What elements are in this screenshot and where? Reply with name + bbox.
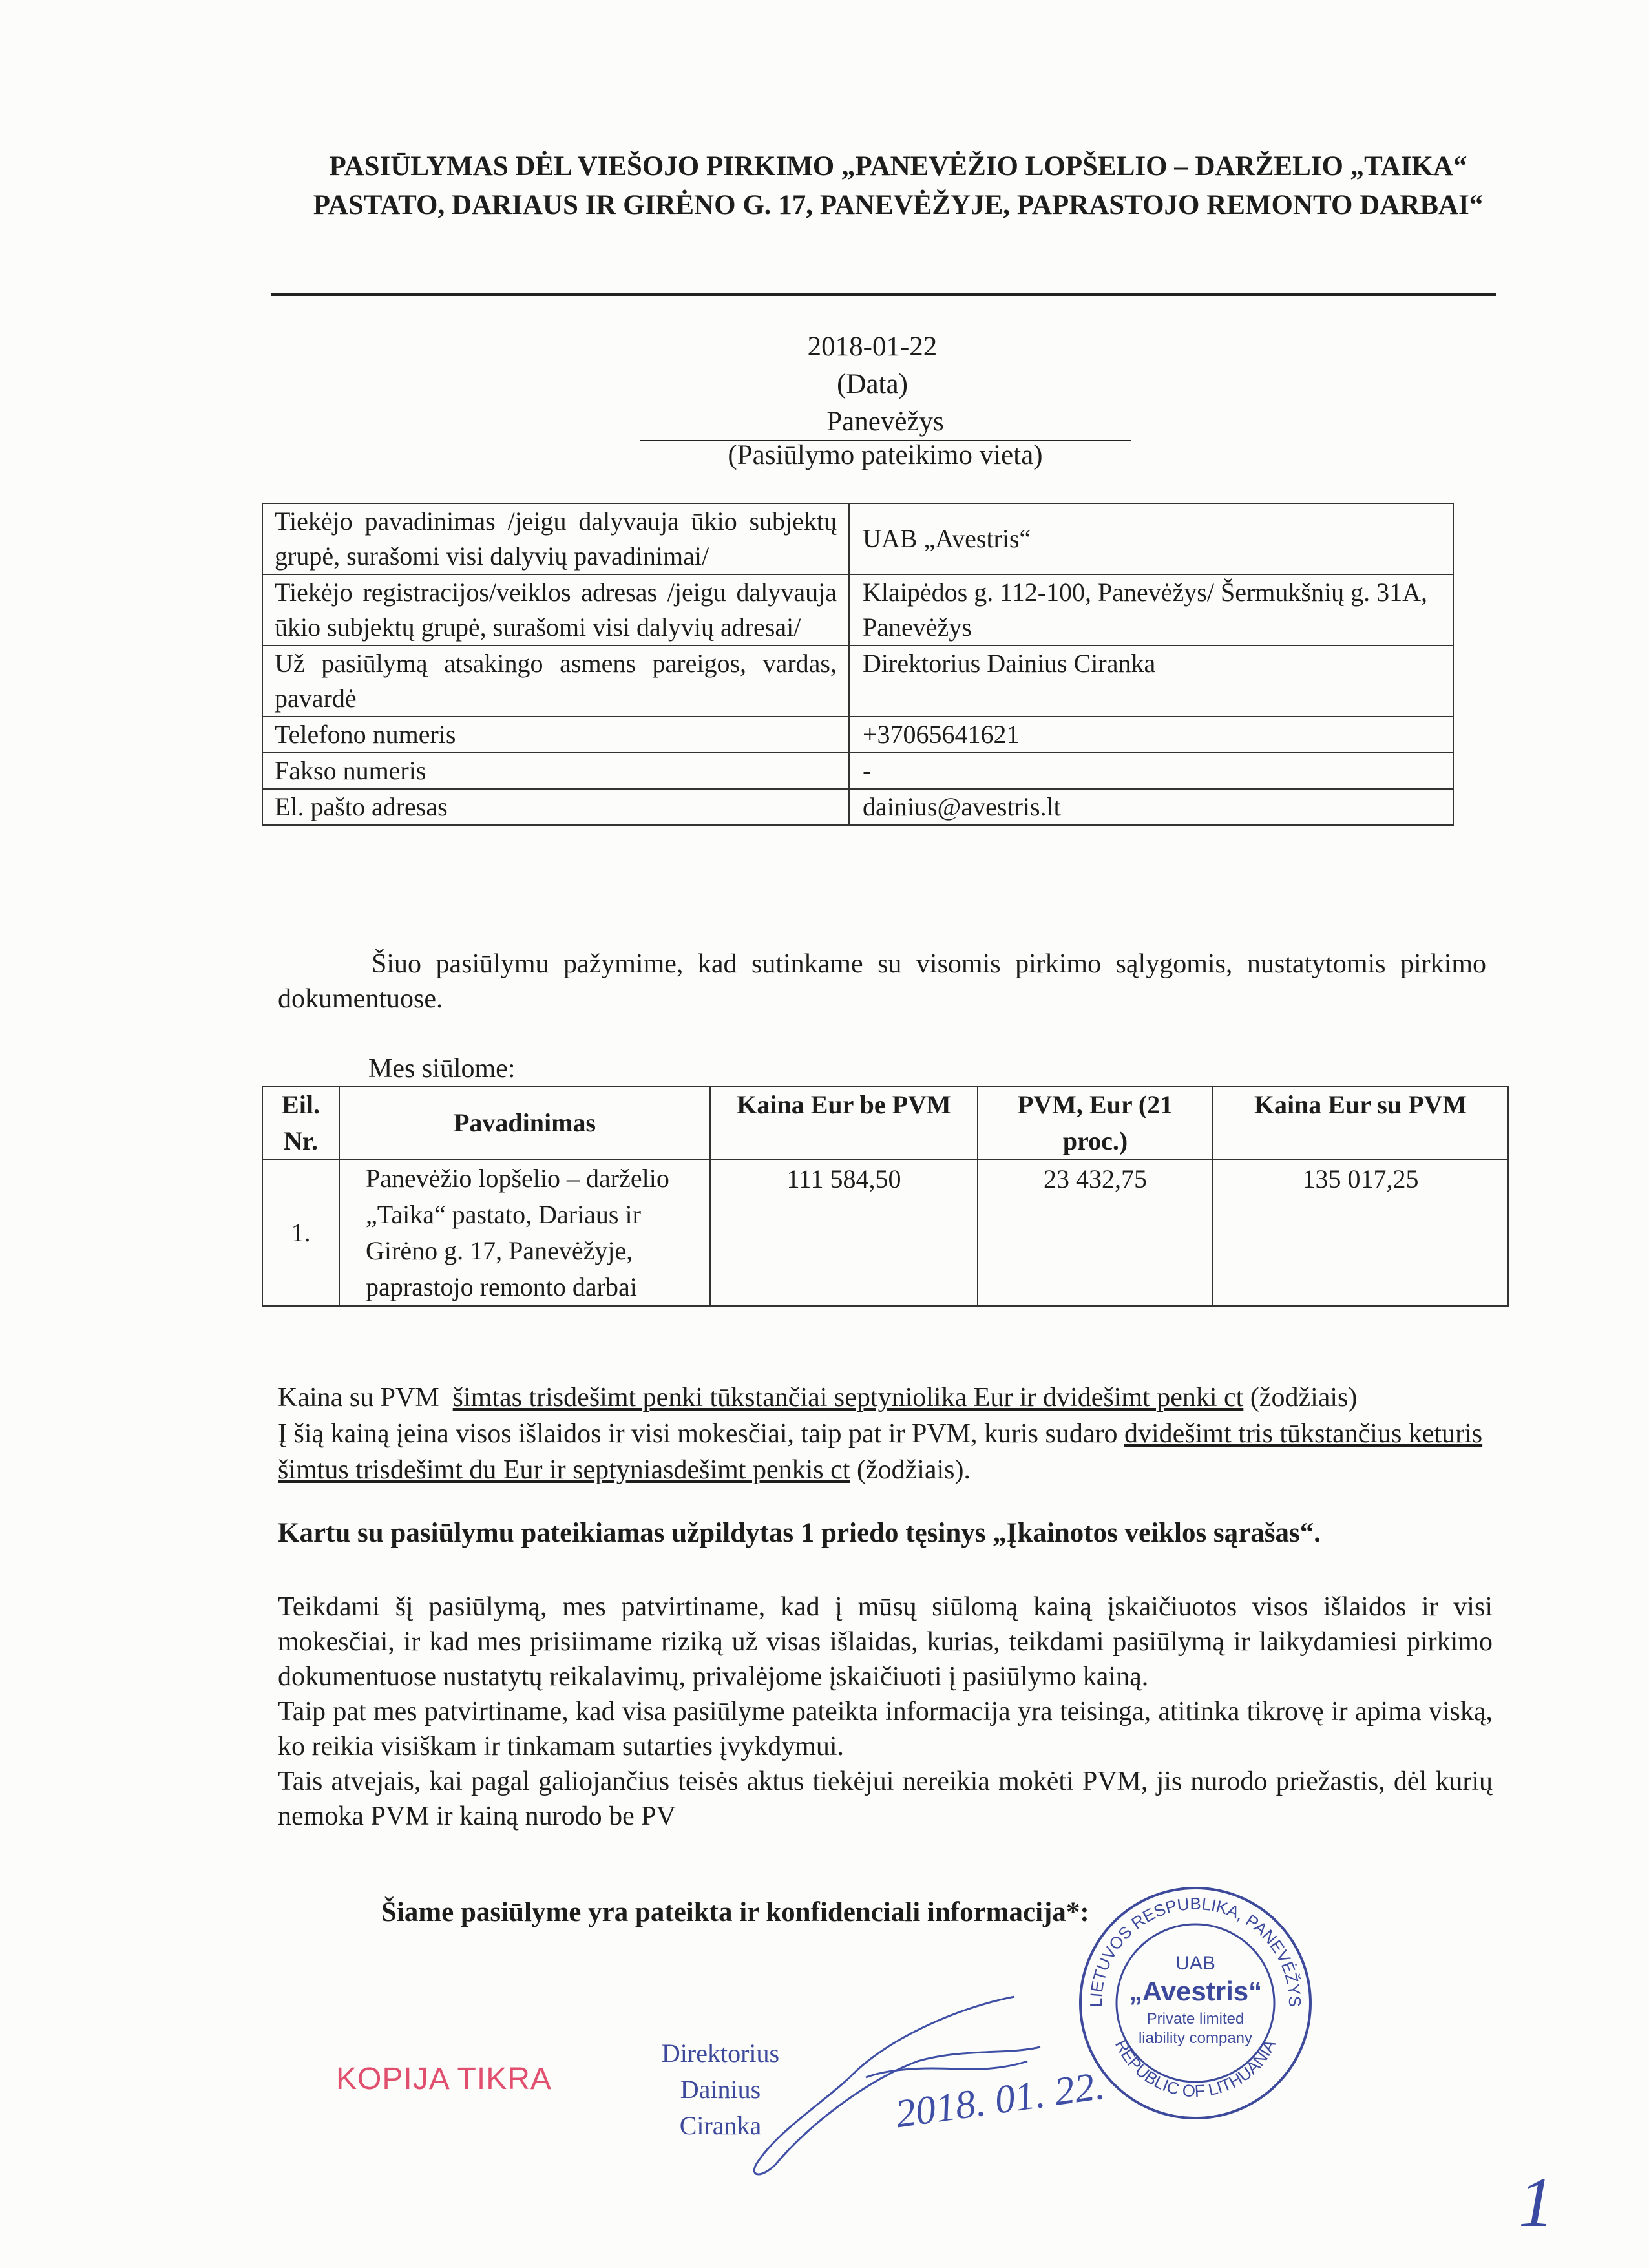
handwritten-date: 2018. 01. 22. <box>892 2063 1108 2137</box>
total-price-words: šimtas trisdešimt penki tūkstančiai septyniolika Eur ir dvidešimt penki ct <box>452 1383 1244 1412</box>
vat-prefix: Į šią kainą įeina visos išlaidos ir visi mokesčiai, taip pat ir PVM, kuris sudaro <box>278 1419 1118 1449</box>
responsible-person-value: Direktorius Dainius Ciranka <box>849 646 1453 717</box>
price-table-header <box>262 1086 1508 1160</box>
place-caption: (Pasiūlymo pateikimo vieta) <box>728 440 1043 470</box>
seal-ring-bottom: REPUBLIC OF LITHUANIA <box>1111 2036 1280 2101</box>
seal-line2: „Avestris“ <box>1128 1976 1263 2006</box>
table-row <box>262 753 1453 789</box>
seal-ring-top: LIETUVOS RESPUBLIKA, PANEVĖŽYS <box>1086 1893 1305 2008</box>
vat-suffix: (žodžiais). <box>856 1455 971 1485</box>
vat-words: dvidešimt tris tūkstančius keturis šimtus trisdešimt du Eur ir septyniasdešimt penkis ct <box>278 1419 1483 1485</box>
paragraph: Teikdami šį pasiūlymą, mes patvirtiname, kad į mūsų siūlomą kainą įskaičiuotos visos išlaidos ir visi mokesčiai, ir kad mes prisiimame riziką už visas išlaidas, kurias, teikdami pasiūlymą ir laikydamiesi pirkimo dokumentuose nustatytų reikalavimų, privalėjome įskaičiuoti į pasiūlymo kainą. <box>278 1592 1493 1692</box>
signer-title: Direktorius <box>661 2039 780 2068</box>
paragraph: Tais atvejais, kai pagal galiojančius teisės aktus tiekėjui nereikia mokėti PVM, jis nurodo priežastis, dėl kurių nemoka PVM ir kainą nurodo be PV <box>278 1767 1493 1831</box>
table-row <box>262 503 1453 574</box>
price-table <box>262 1086 1509 1307</box>
supplier-name-value: UAB „Avestris“ <box>849 503 1453 574</box>
copy-certified-stamp: KOPIJA TIKRA <box>336 2062 552 2096</box>
words-suffix: (žodžiais) <box>1250 1383 1358 1412</box>
header-price-without-vat: Kaina Eur be PVM <box>710 1086 978 1160</box>
paragraph: Taip pat mes patvirtiname, kad visa pasiūlyme pateikta informacija yra teisinga, atitinka tikrovę ir apima viską, ko reikia visiškam ir tinkamam sutarties įvykdymui. <box>278 1697 1493 1761</box>
header-name: Pavadinimas <box>339 1086 710 1160</box>
row-vat: 23 432,75 <box>978 1160 1213 1306</box>
date-caption: (Data) <box>837 369 908 399</box>
row-price-with-vat: 135 017,25 <box>1213 1160 1508 1306</box>
supplier-info-table <box>262 503 1454 826</box>
seal-line4: liability company <box>1138 2030 1253 2047</box>
confirmation-text <box>278 1590 1493 1834</box>
email-label: El. pašto adresas <box>262 789 849 825</box>
row-price-without-vat: 111 584,50 <box>710 1160 978 1306</box>
fax-label: Fakso numeris <box>262 753 849 789</box>
header-vat: PVM, Eur (21 proc.) <box>978 1086 1213 1160</box>
seal-line3: Private limited <box>1146 2010 1245 2028</box>
row-name: Panevėžio lopšelio – darželio „Taika“ pastato, Dariaus ir Girėno g. 17, Panevėžyje, paprastojo remonto darbai <box>339 1160 710 1306</box>
submission-place: Panevėžys <box>640 406 1131 441</box>
attachment-line: Kartu su pasiūlymu pateikiamas užpildytas 1 priedo tęsinys „Įkainotos veiklos sąrašas“. <box>278 1518 1321 1548</box>
table-row <box>262 646 1453 717</box>
supplier-address-value: Klaipėdos g. 112-100, Panevėžys/ Šermukšnių g. 31A, Panevėžys <box>849 574 1453 646</box>
company-seal-icon <box>1073 1880 1318 2126</box>
header-no: Eil. Nr. <box>262 1086 339 1160</box>
confidential-info-line: Šiame pasiūlyme yra pateikta ir konfidenciali informacija*: <box>381 1897 1089 1927</box>
fax-value: - <box>849 753 1453 789</box>
phone-value: +37065641621 <box>849 717 1453 753</box>
title-divider <box>271 293 1496 296</box>
table-row <box>262 574 1453 646</box>
signer-name: Dainius Ciranka <box>679 2075 762 2140</box>
seal-line1: UAB <box>1175 1953 1215 1974</box>
table-row <box>262 717 1453 753</box>
supplier-address-label: Tiekėjo registracijos/veiklos adresas /jeigu dalyvauja ūkio subjektų grupė, surašomi visi dalyvių adresai/ <box>262 574 849 646</box>
responsible-person-label: Už pasiūlymą atsakingo asmens pareigos, vardas, pavardė <box>262 646 849 717</box>
page-number: 1 <box>1518 2163 1554 2242</box>
header-price-with-vat: Kaina Eur su PVM <box>1213 1086 1508 1160</box>
table-row <box>262 789 1453 825</box>
price-prefix: Kaina su PVM <box>278 1383 439 1412</box>
supplier-name-label: Tiekėjo pavadinimas /jeigu dalyvauja ūkio subjektų grupė, surašomi visi dalyvių pavadinimai/ <box>262 503 849 574</box>
price-in-words <box>278 1380 1493 1488</box>
document-title: PASIŪLYMAS DĖL VIEŠOJO PIRKIMO „PANEVĖŽIO LOPŠELIO – DARŽELIO „TAIKA“ PASTATO, DARIAUS IR GIRĖNO G. 17, PANEVĖŽYJE, PAPRASTOJO REMONTO DARBAI“ <box>313 151 1484 220</box>
phone-label: Telefono numeris <box>262 717 849 753</box>
row-no: 1. <box>262 1160 339 1306</box>
agreement-paragraph: Šiuo pasiūlymu pažymime, kad sutinkame su visomis pirkimo sąlygomis, nustatytomis pirkimo dokumentuose. <box>278 949 1486 1014</box>
document-date: 2018-01-22 <box>807 331 938 362</box>
email-value: dainius@avestris.lt <box>849 789 1453 825</box>
we-offer-label: Mes siūlome: <box>368 1054 516 1084</box>
table-row <box>262 1160 1508 1306</box>
